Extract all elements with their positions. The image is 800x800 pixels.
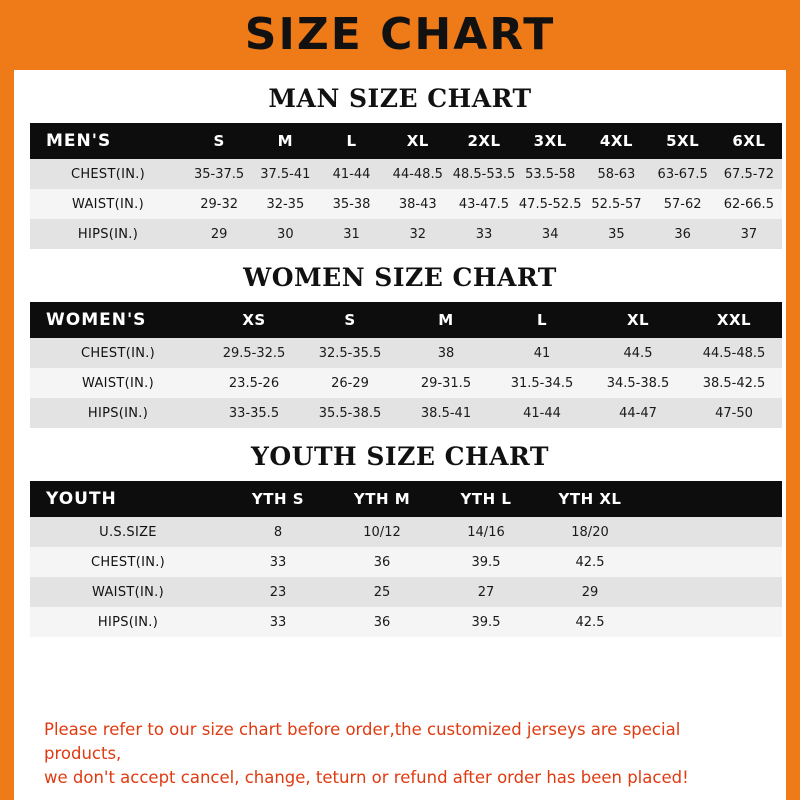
youth-ussize-filler (642, 517, 782, 547)
men-waist-xl: 38-43 (385, 189, 451, 219)
men-chest-m: 37.5-41 (252, 159, 318, 189)
women-chest-xl: 44.5 (590, 338, 686, 368)
men-col-s: S (186, 123, 252, 159)
women-hips-m: 38.5-41 (398, 398, 494, 428)
women-waist-s: 26-29 (302, 368, 398, 398)
women-hips-s: 35.5-38.5 (302, 398, 398, 428)
youth-chest-xl: 42.5 (538, 547, 642, 577)
youth-col-filler (642, 481, 782, 517)
men-col-2xl: 2XL (451, 123, 517, 159)
women-table-body (30, 338, 782, 428)
women-chest-s: 32.5-35.5 (302, 338, 398, 368)
men-col-5xl: 5XL (650, 123, 716, 159)
men-hips-5xl: 36 (650, 219, 716, 249)
section-men (14, 84, 786, 249)
men-hips-m: 30 (252, 219, 318, 249)
men-col-xl: XL (385, 123, 451, 159)
youth-chest-s: 33 (226, 547, 330, 577)
women-size-table (30, 302, 782, 428)
men-size-table (30, 123, 782, 249)
youth-col-l: YTH L (434, 481, 538, 517)
youth-col-m: YTH M (330, 481, 434, 517)
youth-col-s: YTH S (226, 481, 330, 517)
women-waist-xs: 23.5-26 (206, 368, 302, 398)
youth-ussize-s: 8 (226, 517, 330, 547)
men-waist-5xl: 57-62 (650, 189, 716, 219)
women-corner-label: WOMEN'S (30, 302, 206, 338)
women-col-l: L (494, 302, 590, 338)
men-col-l: L (318, 123, 384, 159)
men-row-label-hips: HIPS(IN.) (30, 219, 186, 249)
youth-waist-s: 23 (226, 577, 330, 607)
footer-line-1: Please refer to our size chart before order,the customized jerseys are special products, (44, 720, 681, 764)
men-waist-l: 35-38 (318, 189, 384, 219)
men-chest-xl: 44-48.5 (385, 159, 451, 189)
table-row (30, 159, 782, 189)
men-row-label-waist: WAIST(IN.) (30, 189, 186, 219)
table-row (30, 219, 782, 249)
table-row (30, 517, 782, 547)
section-women (14, 263, 786, 428)
men-hips-s: 29 (186, 219, 252, 249)
men-chest-l: 41-44 (318, 159, 384, 189)
women-row-label-hips: HIPS(IN.) (30, 398, 206, 428)
table-row (30, 189, 782, 219)
men-chest-s: 35-37.5 (186, 159, 252, 189)
men-hips-xl: 32 (385, 219, 451, 249)
men-hips-l: 31 (318, 219, 384, 249)
youth-table-body (30, 517, 782, 637)
youth-row-label-chest: CHEST(IN.) (30, 547, 226, 577)
women-col-xl: XL (590, 302, 686, 338)
table-row (30, 338, 782, 368)
youth-row-label-ussize: U.S.SIZE (30, 517, 226, 547)
youth-ussize-xl: 18/20 (538, 517, 642, 547)
women-chest-m: 38 (398, 338, 494, 368)
youth-waist-xl: 29 (538, 577, 642, 607)
section-title-youth: YOUTH SIZE CHART (251, 442, 549, 471)
youth-hips-l: 39.5 (434, 607, 538, 637)
footer-line-2: we don't accept cancel, change, teturn or refund after order has been placed! (44, 768, 689, 788)
women-waist-xxl: 38.5-42.5 (686, 368, 782, 398)
men-hips-4xl: 35 (583, 219, 649, 249)
youth-waist-m: 25 (330, 577, 434, 607)
men-table-head (30, 123, 782, 159)
women-chest-xs: 29.5-32.5 (206, 338, 302, 368)
men-row-label-chest: CHEST(IN.) (30, 159, 186, 189)
men-header-row (30, 123, 782, 159)
men-col-3xl: 3XL (517, 123, 583, 159)
women-hips-l: 41-44 (494, 398, 590, 428)
men-chest-2xl: 48.5-53.5 (451, 159, 517, 189)
men-chest-5xl: 63-67.5 (650, 159, 716, 189)
women-header-row (30, 302, 782, 338)
women-waist-l: 31.5-34.5 (494, 368, 590, 398)
women-col-xs: XS (206, 302, 302, 338)
women-col-xxl: XXL (686, 302, 782, 338)
youth-chest-filler (642, 547, 782, 577)
men-col-6xl: 6XL (716, 123, 782, 159)
youth-waist-filler (642, 577, 782, 607)
table-row (30, 607, 782, 637)
men-waist-4xl: 52.5-57 (583, 189, 649, 219)
table-row (30, 577, 782, 607)
men-waist-6xl: 62-66.5 (716, 189, 782, 219)
youth-waist-l: 27 (434, 577, 538, 607)
men-col-4xl: 4XL (583, 123, 649, 159)
section-title-men: MAN SIZE CHART (268, 84, 532, 113)
women-col-s: S (302, 302, 398, 338)
section-title-women: WOMEN SIZE CHART (243, 263, 557, 292)
table-row (30, 368, 782, 398)
women-waist-m: 29-31.5 (398, 368, 494, 398)
youth-size-table (30, 481, 782, 637)
youth-chest-m: 36 (330, 547, 434, 577)
youth-hips-xl: 42.5 (538, 607, 642, 637)
youth-chest-l: 39.5 (434, 547, 538, 577)
men-chest-6xl: 67.5-72 (716, 159, 782, 189)
men-hips-6xl: 37 (716, 219, 782, 249)
women-table-head (30, 302, 782, 338)
footer-note (28, 712, 772, 800)
youth-hips-s: 33 (226, 607, 330, 637)
youth-ussize-l: 14/16 (434, 517, 538, 547)
men-chest-3xl: 53.5-58 (517, 159, 583, 189)
women-hips-xl: 44-47 (590, 398, 686, 428)
women-hips-xxl: 47-50 (686, 398, 782, 428)
women-row-label-waist: WAIST(IN.) (30, 368, 206, 398)
table-row (30, 547, 782, 577)
youth-corner-label: YOUTH (30, 481, 226, 517)
men-hips-3xl: 34 (517, 219, 583, 249)
men-table-body (30, 159, 782, 249)
youth-header-row (30, 481, 782, 517)
men-corner-label: MEN'S (30, 123, 186, 159)
men-hips-2xl: 33 (451, 219, 517, 249)
youth-col-xl: YTH XL (538, 481, 642, 517)
men-waist-s: 29-32 (186, 189, 252, 219)
youth-row-label-hips: HIPS(IN.) (30, 607, 226, 637)
men-waist-2xl: 43-47.5 (451, 189, 517, 219)
header-bar (0, 0, 800, 70)
men-waist-m: 32-35 (252, 189, 318, 219)
women-waist-xl: 34.5-38.5 (590, 368, 686, 398)
men-chest-4xl: 58-63 (583, 159, 649, 189)
youth-ussize-m: 10/12 (330, 517, 434, 547)
table-row (30, 398, 782, 428)
section-youth (14, 442, 786, 637)
page-title: SIZE CHART (244, 9, 556, 60)
youth-hips-filler (642, 607, 782, 637)
youth-row-label-waist: WAIST(IN.) (30, 577, 226, 607)
women-row-label-chest: CHEST(IN.) (30, 338, 206, 368)
youth-hips-m: 36 (330, 607, 434, 637)
men-waist-3xl: 47.5-52.5 (517, 189, 583, 219)
men-col-m: M (252, 123, 318, 159)
women-chest-xxl: 44.5-48.5 (686, 338, 782, 368)
women-hips-xs: 33-35.5 (206, 398, 302, 428)
youth-table-head (30, 481, 782, 517)
women-col-m: M (398, 302, 494, 338)
women-chest-l: 41 (494, 338, 590, 368)
